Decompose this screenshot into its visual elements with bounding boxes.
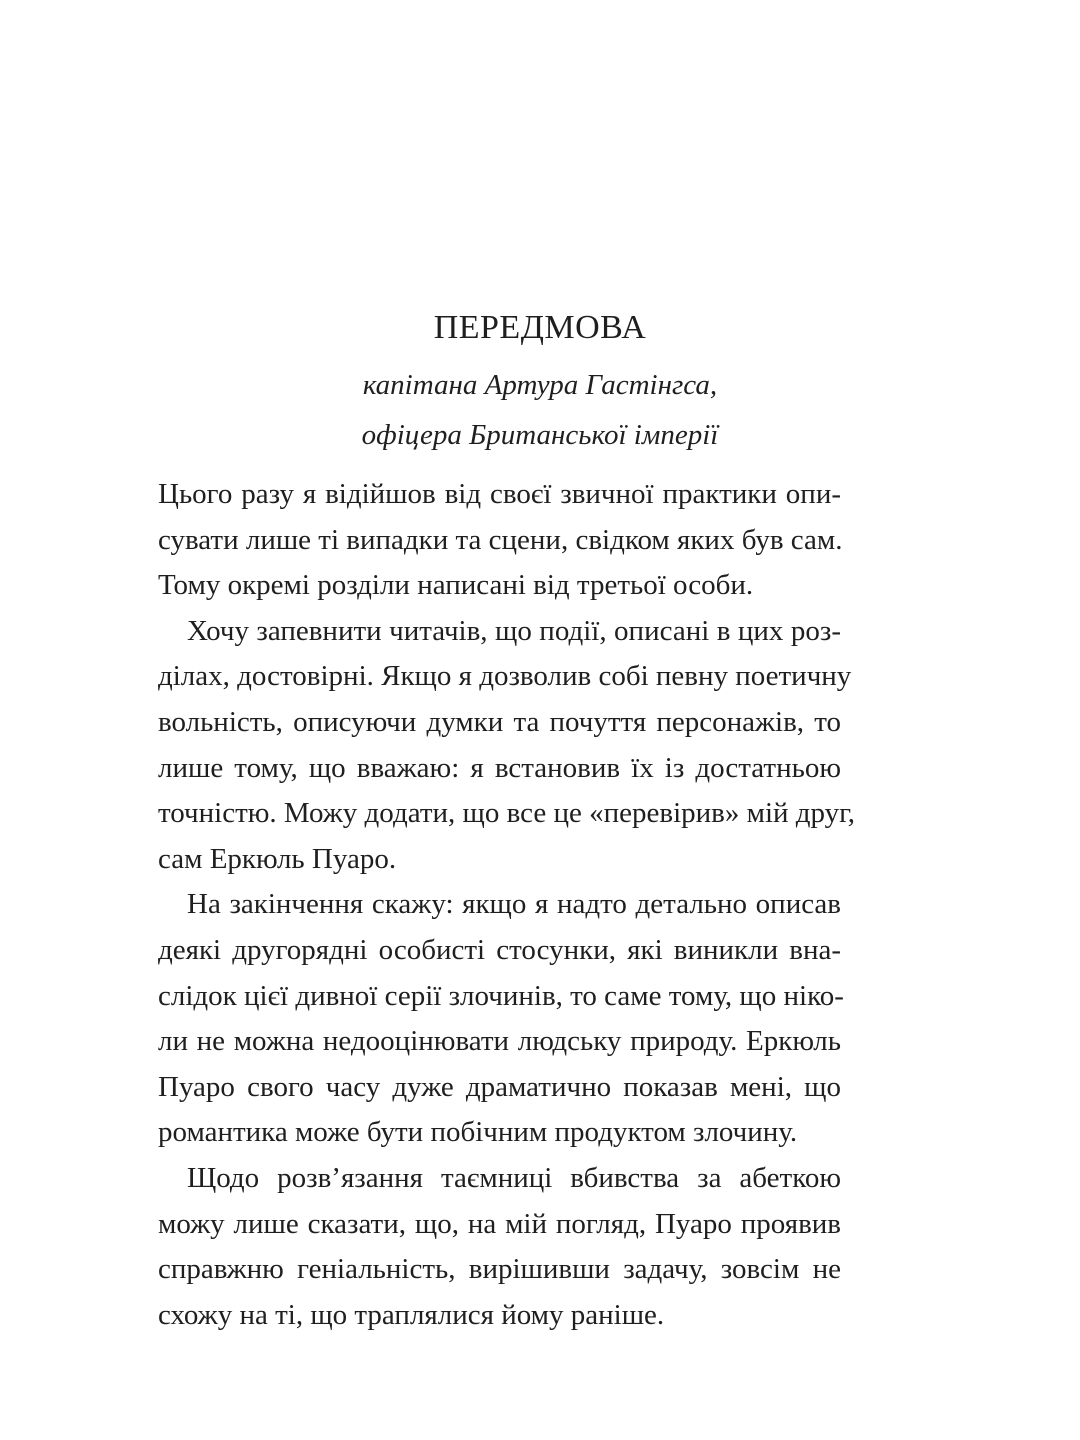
text-line: слідок цієї дивної серії злочинів, то саме тому, що ніко-: [158, 979, 844, 1012]
text-line: ділах, достовірні. Якщо я дозволив собі певну поетичну: [158, 660, 852, 693]
text-line: лише тому, що вважаю: я встановив їх із достатньою: [158, 751, 841, 784]
text-line: можу лише сказати, що, на мій погляд, Пуаро проявив: [158, 1207, 841, 1240]
text-line: Хочу запевнити читачів, що події, описані в цих роз-: [187, 614, 841, 647]
text-line: схожу на ті, що траплялися йому раніше.: [158, 1298, 665, 1331]
text-line: На закінчення скажу: якщо я надто детально описав: [187, 888, 841, 921]
text-line: Тому окремі розділи написані від третьої особи.: [158, 569, 754, 602]
subtitle-line: офіцера Британської імперії: [361, 419, 719, 451]
text-line: Пуаро свого часу дуже драматично показав мені, що: [158, 1070, 841, 1103]
preface-text: [158, 472, 856, 1338]
text-line: точністю. Можу додати, що все це «перевірив» мій друг,: [158, 797, 856, 830]
text-line: сам Еркюль Пуаро.: [158, 842, 397, 875]
text-line: деякі другорядні особисті стосунки, які виникли вна-: [158, 933, 841, 966]
text-line: вольність, описуючи думки та почуття персонажів, то: [158, 705, 841, 738]
text-line: справжню геніальність, вирішивши задачу, зовсім не: [158, 1253, 841, 1286]
subtitle: [0, 360, 1080, 460]
text-line: ли не можна недооцінювати людську природу. Еркюль: [158, 1025, 841, 1058]
text-line: романтика може бути побічним продуктом злочину.: [158, 1116, 798, 1149]
text-line: Щодо розв’язання таємниці вбивства за абеткою: [187, 1161, 841, 1194]
page-title: ПЕРЕДМОВА: [433, 309, 647, 346]
text-line: сувати лише ті випадки та сцени, свідком яких був сам.: [158, 523, 843, 556]
text-line: Цього разу я відійшов від своєї звичної практики опи-: [158, 478, 841, 510]
subtitle-line: капітана Артура Гастінгса,: [362, 369, 718, 401]
